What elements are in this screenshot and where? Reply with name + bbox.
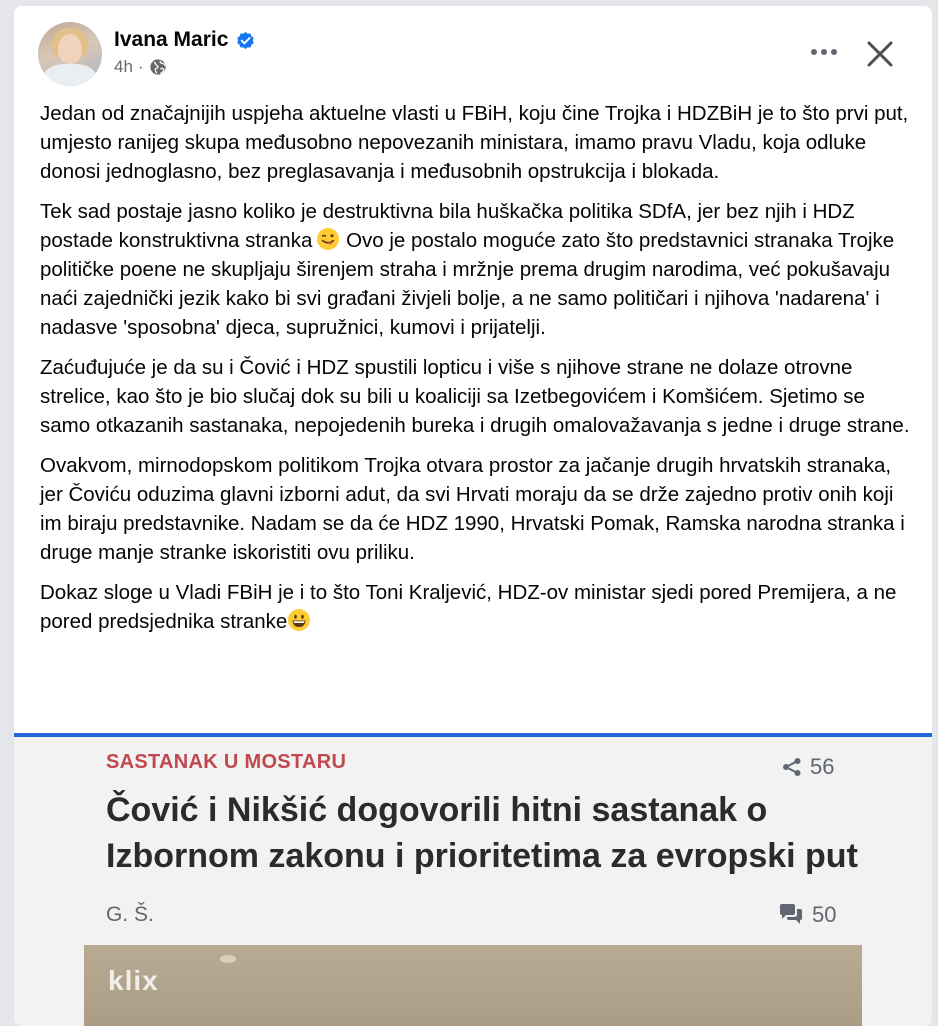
comments-icon xyxy=(778,903,804,927)
comment-count-badge xyxy=(778,902,836,928)
post-sentence: Ovo je postalo moguće zato što predstavnici stranaka Trojke političke poene ne skupljaju širenjem straha i mržnje prema drugim narodima, već pokušavaju naći zajednički jezik kako bi svi građani živjeli bolje, a ne samo političari i njihova 'nadarena' i nadasve 'sposobna' djeca, supružnici, kumovi i prijatelji. xyxy=(40,229,895,339)
winking-face-tongue-emoji xyxy=(316,227,340,251)
post-card xyxy=(14,6,932,1026)
more-options-icon[interactable] xyxy=(806,34,842,70)
more-dot xyxy=(821,49,827,55)
globe-icon xyxy=(149,58,167,76)
post-paragraph: Zaćuđujuće je da su i Čović i HDZ spustili lopticu i više s njihove strane ne dolaze otrovne strelice, kao što je bio slučaj dok su bili u koaliciji sa Izetbegovićem i Komšićem. Sjetimo se samo otkazanih sastanaka, nepojedenih bureka i drugih omalovažavanja s jedne i druge strane. xyxy=(40,356,910,437)
grinning-face-emoji xyxy=(287,608,311,632)
article-headline[interactable]: Čović i Nikšić dogovorili hitni sastanak o Izbornom zakonu i prioritetima za evropski put xyxy=(106,791,858,875)
author-avatar[interactable] xyxy=(38,22,102,86)
article-kicker: SASTANAK U MOSTARU xyxy=(106,751,347,773)
close-icon[interactable] xyxy=(860,34,900,74)
author-name[interactable]: Ivana Maric xyxy=(114,28,229,51)
klix-watermark: klix xyxy=(108,965,159,996)
article-byline: G. Š. xyxy=(106,903,154,926)
link-preview[interactable] xyxy=(14,737,932,1026)
share-count: 56 xyxy=(810,754,835,779)
post-paragraph: Ovakvom, mirnodopskom politikom Trojka otvara prostor za jačanje drugih hrvatskih stranaka, jer Čoviću oduzima glavni izborni adut, da svi Hrvati moraju da se drže zajedno protiv onih koji im biraju predstavnike. Nadam se da će HDZ 1990, Hrvatski Pomak, Ramska narodna stranka i druge manje stranke iskoristiti ovu priliku. xyxy=(40,454,905,564)
post-sentence: Dokaz sloge u Vladi FBiH je i to što Toni Kraljević, HDZ-ov ministar sjedi pored Premijera, a ne pored predsjednika stranke xyxy=(40,581,897,633)
more-dot xyxy=(831,49,837,55)
author-name-row xyxy=(114,28,255,52)
post-paragraph xyxy=(40,197,910,342)
comment-count: 50 xyxy=(812,902,837,927)
share-count-badge xyxy=(782,754,834,780)
post-sentence: Tek sad postaje jasno koliko je destruktivna bila huškačka politika SDfA, jer bez njih i HDZ postade konstruktivna stranka xyxy=(40,200,855,252)
meta-separator: · xyxy=(137,57,144,76)
more-dot xyxy=(811,49,817,55)
avatar-shirt xyxy=(44,64,96,86)
share-icon xyxy=(782,757,802,777)
avatar-face xyxy=(58,34,82,64)
ceiling-lamp xyxy=(220,955,236,963)
post-paragraph xyxy=(40,578,910,636)
post-meta xyxy=(114,57,167,77)
post-text xyxy=(40,99,910,647)
post-paragraph: Jedan od značajnijih uspjeha aktuelne vlasti u FBiH, koju čine Trojka i HDZBiH je to što prvi put, umjesto ranijeg skupa međusobno nepovezanih ministara, imamo pravu Vladu, koja odluke donosi jednoglasno, bez preglasavanja i međusobnih opstrukcija i blokada. xyxy=(40,102,909,183)
post-time[interactable]: 4h xyxy=(114,57,133,76)
verified-badge-icon xyxy=(236,31,255,50)
